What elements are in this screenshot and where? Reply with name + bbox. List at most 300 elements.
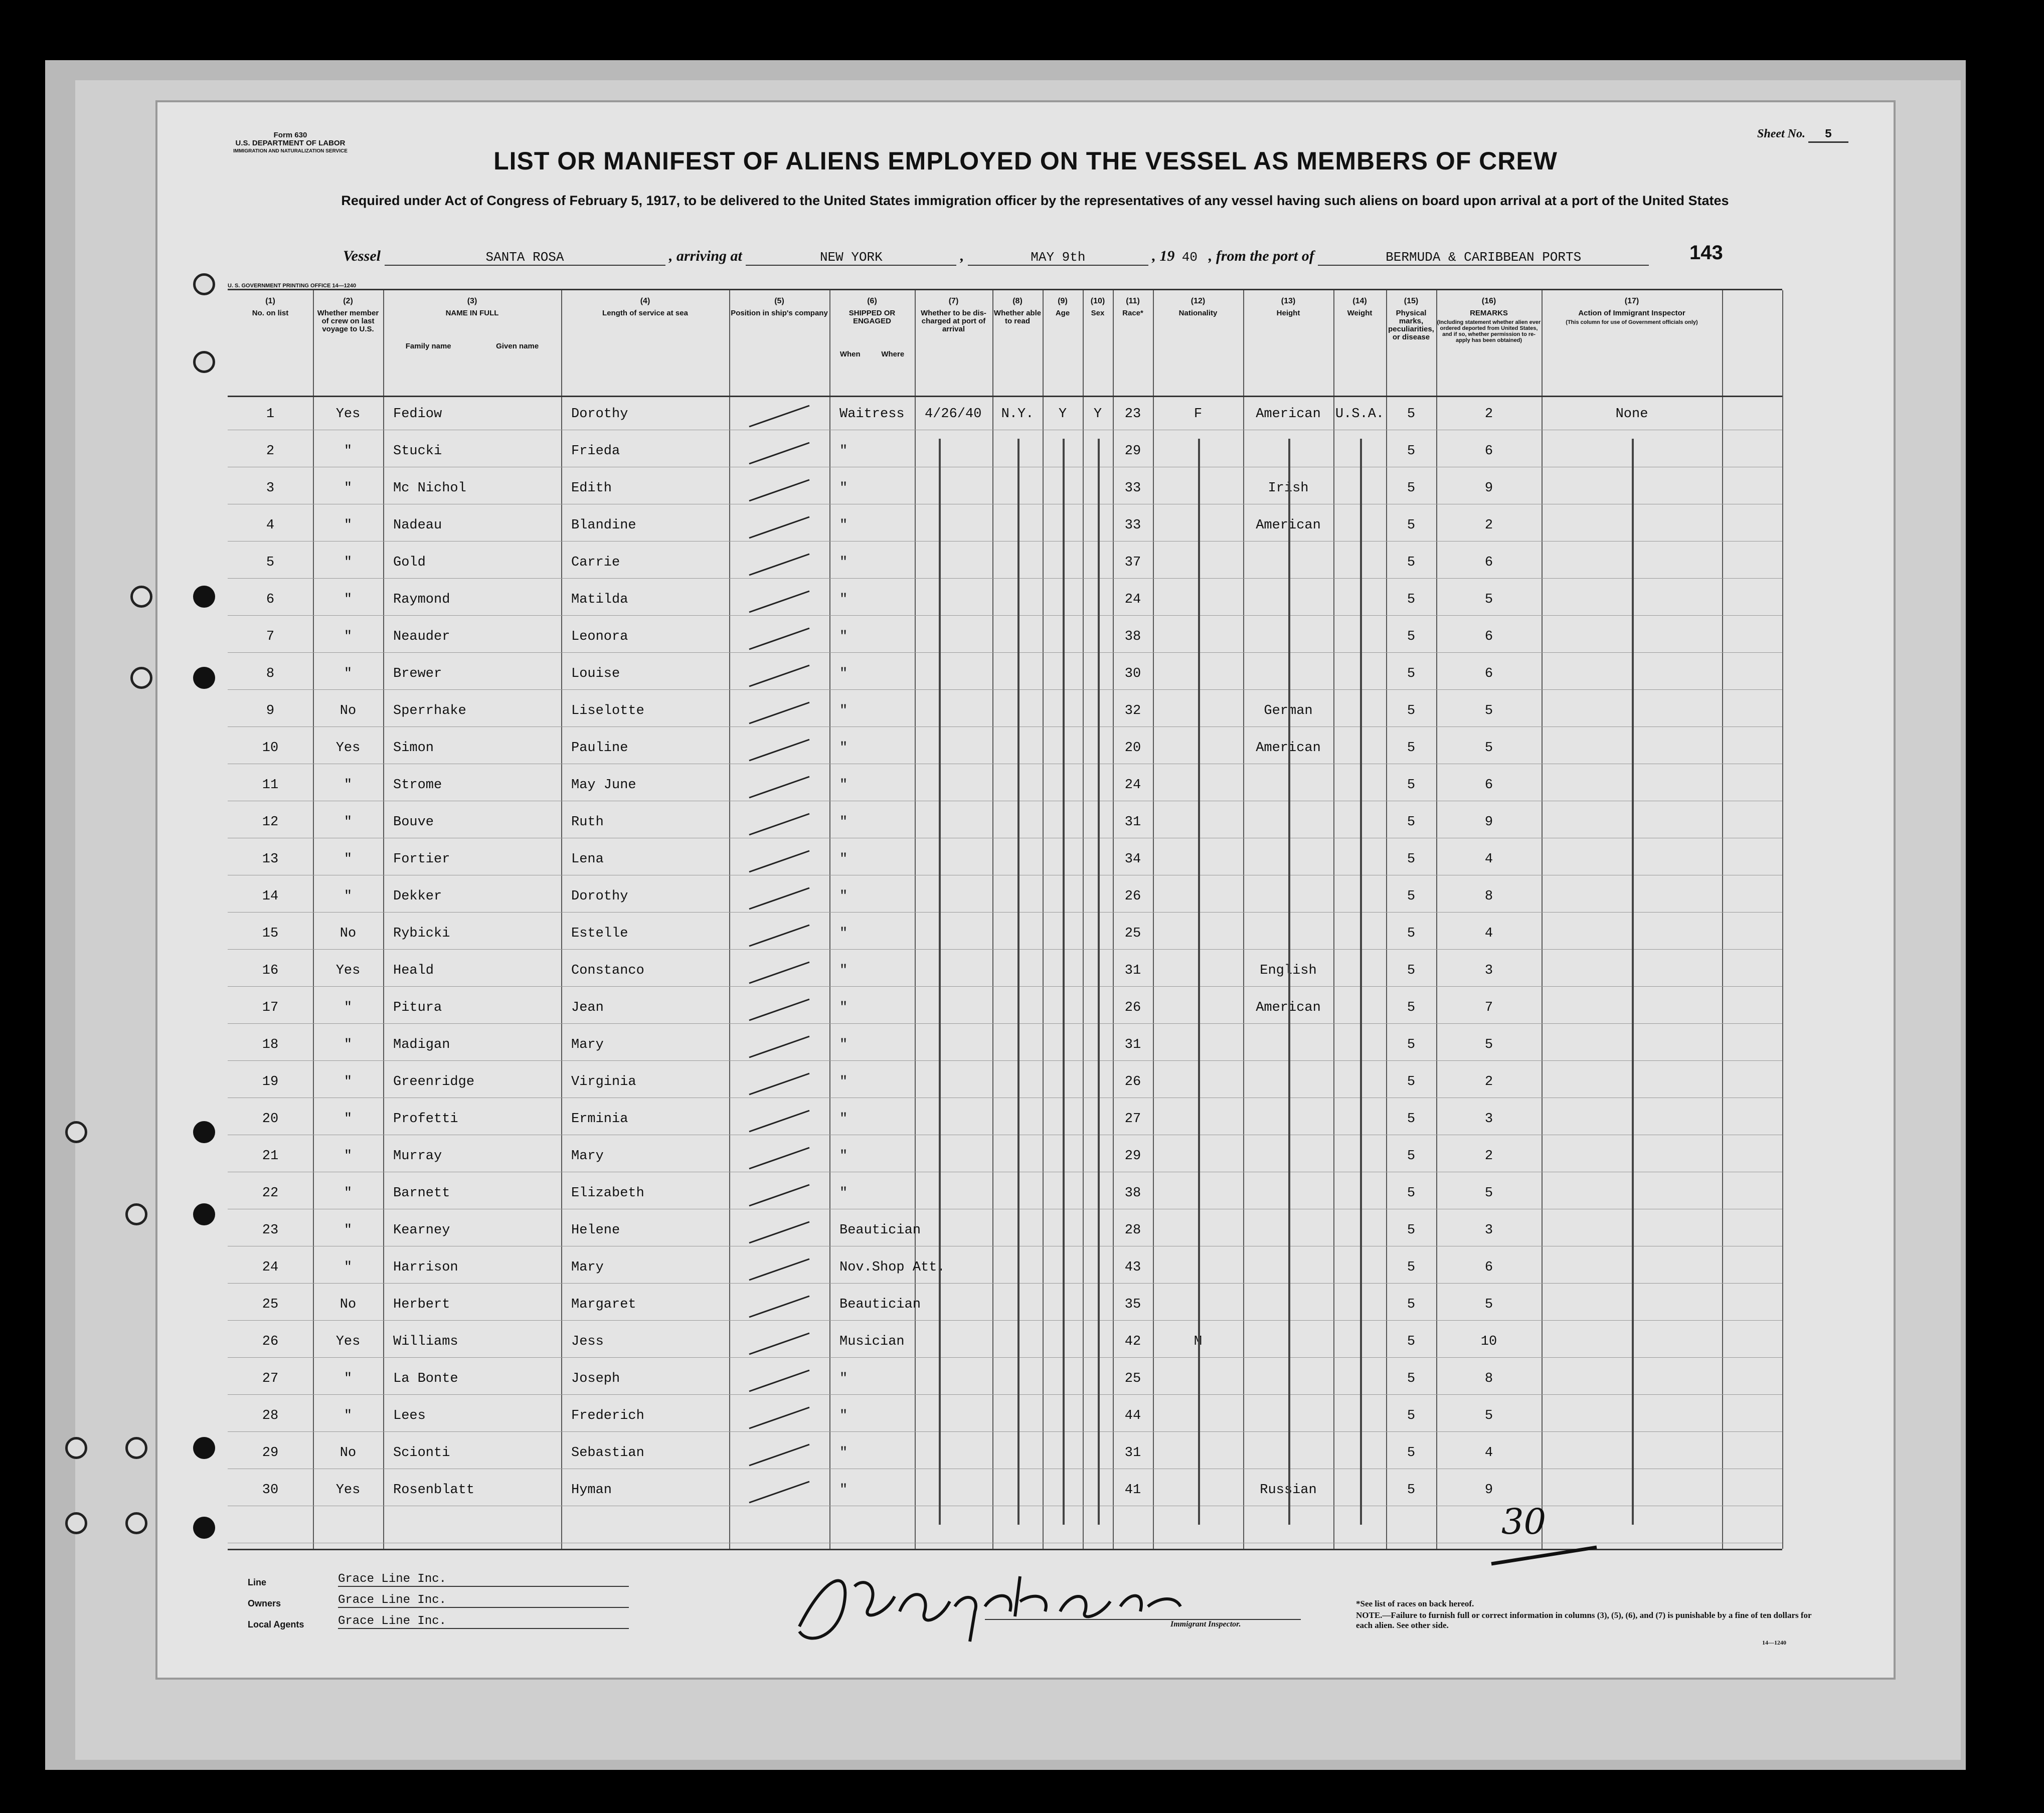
ditto-mark bbox=[1632, 439, 1634, 1525]
cell-given: Margaret bbox=[571, 1297, 636, 1312]
cell-height: 5 bbox=[1407, 518, 1416, 533]
cell-prev: " bbox=[344, 1112, 353, 1127]
column-number: (12) bbox=[1190, 297, 1206, 305]
column-label: SHIPPED OR ENGAGED bbox=[848, 309, 896, 325]
column-divider bbox=[383, 290, 384, 1549]
cell-position: " bbox=[839, 629, 848, 644]
cell-no: 10 bbox=[262, 741, 279, 756]
cell-family: Profetti bbox=[393, 1112, 458, 1127]
sheet-number-stamp: 143 bbox=[1689, 242, 1723, 264]
cell-no: 26 bbox=[262, 1334, 279, 1349]
cell-height: 5 bbox=[1407, 1371, 1416, 1386]
crew-table bbox=[228, 289, 1782, 1550]
cell-marks: None bbox=[1615, 407, 1648, 422]
cell-given: Elizabeth bbox=[571, 1186, 644, 1201]
service-length-mark bbox=[744, 921, 814, 951]
row-rule bbox=[228, 1023, 1782, 1024]
cell-prev: " bbox=[344, 666, 353, 681]
cell-no: 22 bbox=[262, 1186, 279, 1201]
column-divider bbox=[729, 290, 730, 1549]
column-label: REMARKS bbox=[1470, 309, 1508, 317]
department-name: U.S. DEPARTMENT OF LABOR bbox=[235, 139, 346, 147]
cell-position: " bbox=[839, 852, 848, 867]
cell-no: 14 bbox=[262, 889, 279, 904]
cell-height: 5 bbox=[1407, 741, 1416, 756]
cell-prev: " bbox=[344, 1371, 353, 1386]
cell-where: N.Y. bbox=[1001, 407, 1034, 422]
owners-value: Grace Line Inc. bbox=[338, 1593, 629, 1608]
sheet-number bbox=[1757, 127, 1848, 143]
cell-given: Mary bbox=[571, 1260, 604, 1275]
ditto-mark bbox=[1098, 439, 1100, 1525]
column-header-5 bbox=[729, 297, 829, 317]
cell-prev: " bbox=[344, 629, 353, 644]
cell-height: 5 bbox=[1407, 1149, 1416, 1164]
cell-family: Murray bbox=[393, 1149, 442, 1164]
service-length-mark bbox=[744, 513, 814, 543]
column-divider bbox=[1043, 290, 1044, 1549]
cell-age: 29 bbox=[1124, 1149, 1141, 1164]
agents-value: Grace Line Inc. bbox=[338, 1614, 629, 1629]
cell-given: Frederich bbox=[571, 1408, 644, 1423]
cell-position: " bbox=[839, 1037, 848, 1052]
cell-no: 2 bbox=[266, 444, 275, 459]
binding-ring bbox=[125, 1512, 147, 1534]
cell-position: " bbox=[839, 703, 848, 718]
cell-no: 27 bbox=[262, 1371, 279, 1386]
column-header-1 bbox=[228, 297, 313, 317]
cell-weight: 8 bbox=[1484, 889, 1493, 904]
print-code: 14—1240 bbox=[1762, 1639, 1786, 1646]
service-length-mark bbox=[744, 1440, 814, 1471]
cell-no: 3 bbox=[266, 481, 275, 496]
cell-family: Strome bbox=[393, 778, 442, 793]
cell-height: 5 bbox=[1407, 1483, 1416, 1498]
cell-given: Mary bbox=[571, 1149, 604, 1164]
owners-label: Owners bbox=[248, 1598, 281, 1608]
cell-weight: 9 bbox=[1484, 815, 1493, 830]
binding-ring bbox=[125, 1203, 147, 1225]
cell-given: Helene bbox=[571, 1223, 620, 1238]
cell-given: Dorothy bbox=[571, 407, 628, 422]
inspector-signature bbox=[779, 1556, 1271, 1657]
service-length-mark bbox=[744, 1144, 814, 1174]
binding-ring bbox=[125, 1437, 147, 1459]
column-number: (6) bbox=[867, 297, 877, 305]
binding-hole bbox=[193, 1437, 215, 1459]
column-divider bbox=[1113, 290, 1114, 1549]
column-label: Length of service at sea bbox=[602, 309, 688, 317]
cell-age: 31 bbox=[1124, 1037, 1141, 1052]
cell-family: Rybicki bbox=[393, 926, 450, 941]
cell-given: Constanco bbox=[571, 963, 644, 978]
cell-prev: No bbox=[339, 1445, 357, 1461]
column-divider bbox=[1083, 290, 1084, 1549]
cell-prev: Yes bbox=[335, 407, 361, 422]
cell-age: 41 bbox=[1124, 1483, 1141, 1498]
cell-age: 23 bbox=[1124, 407, 1141, 422]
cell-prev: " bbox=[344, 592, 353, 607]
binding-ring bbox=[130, 586, 152, 608]
column-number: (5) bbox=[774, 297, 784, 305]
cell-age: 34 bbox=[1124, 852, 1141, 867]
cell-weight: 6 bbox=[1484, 555, 1493, 570]
service-length-mark bbox=[744, 1403, 814, 1433]
cell-weight: 4 bbox=[1484, 852, 1493, 867]
cell-given: Ruth bbox=[571, 815, 604, 830]
cell-family: Kearney bbox=[393, 1223, 450, 1238]
line-label: Line bbox=[248, 1577, 267, 1587]
cell-prev: " bbox=[344, 852, 353, 867]
cell-position: " bbox=[839, 1149, 848, 1164]
cell-no: 12 bbox=[262, 815, 279, 830]
binding-hole bbox=[193, 1203, 215, 1225]
row-rule bbox=[228, 1283, 1782, 1284]
cell-family: Greenridge bbox=[393, 1074, 475, 1090]
column-label: No. on list bbox=[252, 309, 289, 317]
cell-age: 30 bbox=[1124, 666, 1141, 681]
cell-family: Rosenblatt bbox=[393, 1483, 475, 1498]
cell-prev: No bbox=[339, 703, 357, 718]
cell-family: Williams bbox=[393, 1334, 458, 1349]
cell-height: 5 bbox=[1407, 407, 1416, 422]
cell-given: Pauline bbox=[571, 741, 628, 756]
column-label: Position in ship's company bbox=[731, 309, 828, 317]
cell-position: Nov.Shop Att. bbox=[839, 1260, 945, 1275]
total-underline bbox=[1486, 1541, 1602, 1571]
cell-weight: 8 bbox=[1484, 1371, 1493, 1386]
column-number: (3) bbox=[467, 297, 477, 305]
cell-age: 24 bbox=[1124, 778, 1141, 793]
service-length-mark bbox=[744, 402, 814, 432]
row-rule bbox=[228, 986, 1782, 987]
cell-height: 5 bbox=[1407, 1037, 1416, 1052]
cell-prev: " bbox=[344, 481, 353, 496]
row-rule bbox=[228, 1320, 1782, 1321]
cell-no: 16 bbox=[262, 963, 279, 978]
cell-no: 9 bbox=[266, 703, 275, 718]
cell-family: Fortier bbox=[393, 852, 450, 867]
cell-height: 5 bbox=[1407, 1112, 1416, 1127]
service-length-mark bbox=[744, 995, 814, 1025]
row-rule bbox=[228, 578, 1782, 579]
column-header-16 bbox=[1436, 297, 1542, 343]
sheet-number-value: 5 bbox=[1808, 128, 1848, 143]
cell-sex: M bbox=[1194, 1334, 1203, 1349]
cell-age: 31 bbox=[1124, 815, 1141, 830]
column-divider bbox=[313, 290, 314, 1549]
cell-given: May June bbox=[571, 778, 636, 793]
cell-family: Scionti bbox=[393, 1445, 450, 1461]
cell-read: Y bbox=[1093, 407, 1102, 422]
cell-position: " bbox=[839, 1074, 848, 1090]
service-length-mark bbox=[744, 847, 814, 877]
cell-given: Matilda bbox=[571, 592, 628, 607]
cell-prev: Yes bbox=[335, 1334, 361, 1349]
cell-no: 1 bbox=[266, 407, 275, 422]
cell-given: Carrie bbox=[571, 555, 620, 570]
binding-ring bbox=[193, 273, 215, 295]
column-number: (16) bbox=[1481, 297, 1496, 305]
column-label: Age bbox=[1055, 309, 1070, 317]
cell-no: 28 bbox=[262, 1408, 279, 1423]
cell-race: American bbox=[1256, 407, 1321, 422]
column-number: (9) bbox=[1058, 297, 1068, 305]
cell-weight: 10 bbox=[1480, 1334, 1497, 1349]
year-prefix: , 19 bbox=[1152, 248, 1175, 264]
cell-age: 25 bbox=[1124, 926, 1141, 941]
cell-given: Jess bbox=[571, 1334, 604, 1349]
binding-ring bbox=[65, 1121, 87, 1143]
cell-family: Raymond bbox=[393, 592, 450, 607]
cell-age: 42 bbox=[1124, 1334, 1141, 1349]
cell-age: 24 bbox=[1124, 592, 1141, 607]
service-length-mark bbox=[744, 736, 814, 766]
column-subheader: When bbox=[839, 350, 861, 358]
cell-family: Madigan bbox=[393, 1037, 450, 1052]
column-divider bbox=[1782, 290, 1783, 1549]
cell-position: " bbox=[839, 741, 848, 756]
cell-given: Virginia bbox=[571, 1074, 636, 1090]
service-length-mark bbox=[744, 1255, 814, 1285]
cell-height: 5 bbox=[1407, 703, 1416, 718]
header-divider bbox=[228, 396, 1782, 397]
year-suffix: 40 bbox=[1181, 250, 1198, 265]
cell-weight: 6 bbox=[1484, 629, 1493, 644]
column-header-3 bbox=[383, 297, 561, 350]
cell-weight: 6 bbox=[1484, 1260, 1493, 1275]
cell-no: 4 bbox=[266, 518, 275, 533]
cell-position: " bbox=[839, 778, 848, 793]
column-header-14 bbox=[1333, 297, 1386, 317]
cell-prev: " bbox=[344, 815, 353, 830]
cell-position: " bbox=[839, 815, 848, 830]
column-subheaders bbox=[829, 350, 915, 358]
cell-position: " bbox=[839, 1445, 848, 1461]
column-header-8 bbox=[992, 297, 1043, 325]
arrival-port: NEW YORK bbox=[746, 250, 956, 266]
column-subheader: Where bbox=[881, 350, 905, 358]
row-rule bbox=[228, 1357, 1782, 1358]
cell-position: " bbox=[839, 666, 848, 681]
cell-family: Barnett bbox=[393, 1186, 450, 1201]
penalty-note: NOTE.—Failure to furnish full or correct information in columns (3), (5), (6), and (7) is punishable by a fine of ten dollars for each alien. See other side. bbox=[1356, 1610, 1812, 1630]
cell-prev: " bbox=[344, 1260, 353, 1275]
cell-age: 26 bbox=[1124, 1074, 1141, 1090]
cell-position: " bbox=[839, 926, 848, 941]
cell-age: 26 bbox=[1124, 1000, 1141, 1015]
service-length-mark bbox=[744, 1478, 814, 1508]
cell-no: 15 bbox=[262, 926, 279, 941]
cell-height: 5 bbox=[1407, 444, 1416, 459]
cell-no: 23 bbox=[262, 1223, 279, 1238]
cell-age: 32 bbox=[1124, 703, 1141, 718]
cell-age: 28 bbox=[1124, 1223, 1141, 1238]
line-value: Grace Line Inc. bbox=[338, 1572, 629, 1587]
cell-weight: 4 bbox=[1484, 926, 1493, 941]
handwritten-total: 30 bbox=[1501, 1501, 1547, 1542]
cell-prev: " bbox=[344, 1037, 353, 1052]
cell-family: Stucki bbox=[393, 444, 442, 459]
cell-given: Hyman bbox=[571, 1483, 612, 1498]
cell-race: Russian bbox=[1260, 1483, 1317, 1498]
cell-weight: 2 bbox=[1484, 1149, 1493, 1164]
column-label: Action of Immigrant Inspector bbox=[1578, 309, 1685, 317]
service-length-mark bbox=[744, 1032, 814, 1062]
cell-weight: 6 bbox=[1484, 666, 1493, 681]
cell-age: 38 bbox=[1124, 1186, 1141, 1201]
ditto-mark bbox=[1017, 439, 1019, 1525]
column-subnote: (This column for use of Government officials only) bbox=[1566, 319, 1698, 325]
service-length-mark bbox=[744, 884, 814, 914]
cell-position: " bbox=[839, 1408, 848, 1423]
cell-height: 5 bbox=[1407, 963, 1416, 978]
printing-office: U. S. GOVERNMENT PRINTING OFFICE 14—1240 bbox=[228, 283, 357, 289]
cell-position: " bbox=[839, 592, 848, 607]
cell-race: American bbox=[1256, 741, 1321, 756]
cell-height: 5 bbox=[1407, 629, 1416, 644]
column-divider bbox=[1436, 290, 1437, 1549]
departure-ports: BERMUDA & CARIBBEAN PORTS bbox=[1318, 250, 1649, 266]
cell-age: 25 bbox=[1124, 1371, 1141, 1386]
column-divider bbox=[1722, 290, 1723, 1549]
cell-prev: No bbox=[339, 926, 357, 941]
row-rule bbox=[228, 615, 1782, 616]
column-number: (13) bbox=[1281, 297, 1296, 305]
service-name: IMMIGRATION AND NATURALIZATION SERVICE bbox=[233, 148, 348, 154]
cell-given: Blandine bbox=[571, 518, 636, 533]
cell-given: Estelle bbox=[571, 926, 628, 941]
column-divider bbox=[1333, 290, 1334, 1549]
cell-family: Pitura bbox=[393, 1000, 442, 1015]
cell-given: Leonora bbox=[571, 629, 628, 644]
column-divider bbox=[915, 290, 916, 1549]
cell-age: 43 bbox=[1124, 1260, 1141, 1275]
arriving-label: , arriving at bbox=[669, 248, 742, 264]
cell-race: American bbox=[1256, 518, 1321, 533]
cell-family: Nadeau bbox=[393, 518, 442, 533]
cell-height: 5 bbox=[1407, 815, 1416, 830]
column-divider bbox=[992, 290, 993, 1549]
column-header-6 bbox=[829, 297, 915, 358]
cell-prev: " bbox=[344, 444, 353, 459]
cell-given: Lena bbox=[571, 852, 604, 867]
row-rule bbox=[228, 1431, 1782, 1432]
cell-height: 5 bbox=[1407, 778, 1416, 793]
cell-position: " bbox=[839, 1371, 848, 1386]
cell-height: 5 bbox=[1407, 852, 1416, 867]
cell-height: 5 bbox=[1407, 1074, 1416, 1090]
service-length-mark bbox=[744, 1366, 814, 1396]
column-header-2 bbox=[313, 297, 383, 333]
service-length-mark bbox=[744, 810, 814, 840]
cell-weight: 5 bbox=[1484, 1186, 1493, 1201]
cell-no: 13 bbox=[262, 852, 279, 867]
cell-prev: " bbox=[344, 555, 353, 570]
cell-weight: 9 bbox=[1484, 481, 1493, 496]
column-subheader: Family name bbox=[405, 342, 451, 350]
ditto-mark bbox=[1360, 439, 1362, 1525]
vessel-label: Vessel bbox=[343, 248, 381, 264]
service-length-mark bbox=[744, 624, 814, 654]
column-divider bbox=[561, 290, 562, 1549]
cell-age: 20 bbox=[1124, 741, 1141, 756]
cell-given: Erminia bbox=[571, 1112, 628, 1127]
cell-weight: 2 bbox=[1484, 407, 1493, 422]
cell-nationality: U.S.A. bbox=[1335, 407, 1385, 422]
binding-ring bbox=[65, 1512, 87, 1534]
cell-no: 7 bbox=[266, 629, 275, 644]
cell-position: " bbox=[839, 555, 848, 570]
cell-family: Mc Nichol bbox=[393, 481, 466, 496]
row-rule bbox=[228, 689, 1782, 690]
cell-prev: Yes bbox=[335, 741, 361, 756]
cell-age: 33 bbox=[1124, 518, 1141, 533]
column-number: (14) bbox=[1352, 297, 1367, 305]
cell-position: Beautician bbox=[839, 1297, 921, 1312]
column-subheader: Given name bbox=[496, 342, 539, 350]
cell-weight: 9 bbox=[1484, 1483, 1493, 1498]
cell-prev: " bbox=[344, 1074, 353, 1090]
vessel-line: Vessel SANTA ROSA , arriving at NEW YORK , MAY 9th , 19 40 , from the port of BERMUDA & CARIBBEAN PORTS bbox=[343, 248, 1847, 266]
row-rule bbox=[228, 652, 1782, 653]
cell-no: 5 bbox=[266, 555, 275, 570]
column-label: Physical marks, peculiarities, or disease bbox=[1388, 309, 1434, 341]
column-header-13 bbox=[1243, 297, 1333, 317]
manifest-sheet bbox=[155, 100, 1896, 1680]
column-header-11 bbox=[1113, 297, 1153, 317]
column-divider bbox=[1243, 290, 1244, 1549]
service-length-mark bbox=[744, 550, 814, 580]
service-length-mark bbox=[744, 476, 814, 506]
from-label: , from the port of bbox=[1208, 248, 1314, 264]
binding-ring bbox=[130, 667, 152, 689]
service-length-mark bbox=[744, 1181, 814, 1211]
service-length-mark bbox=[744, 1218, 814, 1248]
service-length-mark bbox=[744, 1329, 814, 1359]
binding-ring bbox=[193, 351, 215, 373]
cell-position: Waitress bbox=[839, 407, 905, 422]
cell-when: 4/26/40 bbox=[925, 407, 982, 422]
cell-height: 5 bbox=[1407, 1408, 1416, 1423]
cell-age: 26 bbox=[1124, 889, 1141, 904]
cell-age: 33 bbox=[1124, 481, 1141, 496]
cell-weight: 3 bbox=[1484, 1223, 1493, 1238]
cell-family: Heald bbox=[393, 963, 434, 978]
cell-given: Liselotte bbox=[571, 703, 644, 718]
column-label: Sex bbox=[1091, 309, 1105, 317]
cell-weight: 5 bbox=[1484, 1037, 1493, 1052]
cell-race: English bbox=[1260, 963, 1317, 978]
cell-family: Gold bbox=[393, 555, 426, 570]
cell-race: Irish bbox=[1268, 481, 1309, 496]
column-number: (2) bbox=[343, 297, 353, 305]
cell-race: German bbox=[1264, 703, 1313, 718]
cell-height: 5 bbox=[1407, 481, 1416, 496]
ditto-mark bbox=[1063, 439, 1065, 1525]
binding-hole bbox=[193, 586, 215, 608]
column-label: Race* bbox=[1122, 309, 1143, 317]
cell-family: Harrison bbox=[393, 1260, 458, 1275]
inspector-caption: Immigrant Inspector. bbox=[985, 1619, 1301, 1629]
cell-height: 5 bbox=[1407, 592, 1416, 607]
cell-age: 37 bbox=[1124, 555, 1141, 570]
cell-height: 5 bbox=[1407, 1334, 1416, 1349]
cell-weight: 4 bbox=[1484, 1445, 1493, 1461]
column-label: Height bbox=[1276, 309, 1300, 317]
column-number: (17) bbox=[1624, 297, 1639, 305]
column-header-10 bbox=[1083, 297, 1113, 317]
